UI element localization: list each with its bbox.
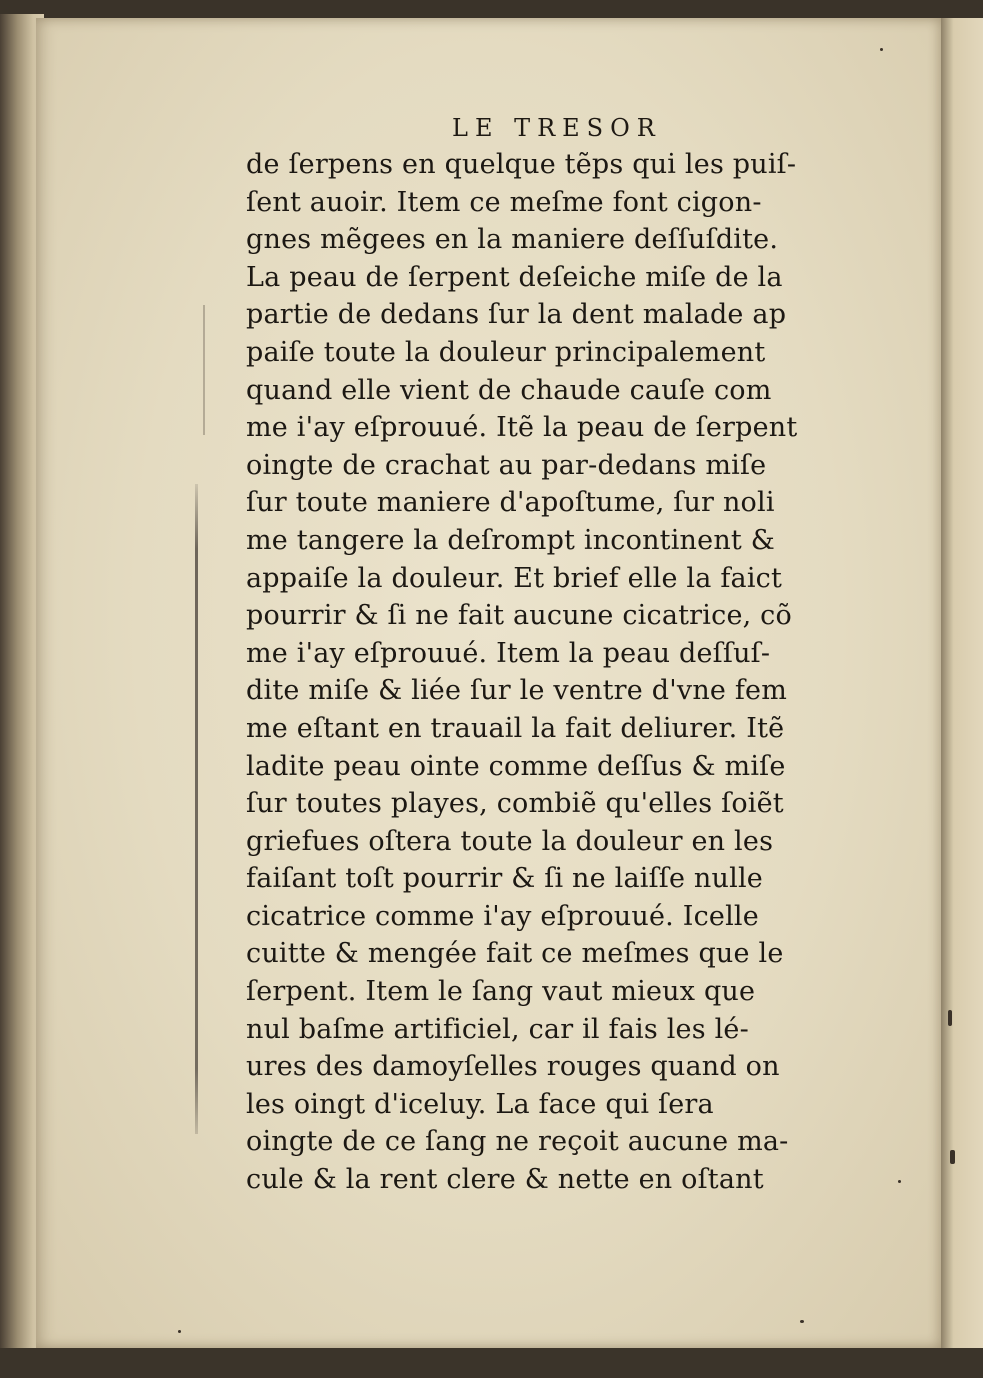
text-line: oingte de crachat au par-dedans miſe <box>246 449 767 481</box>
text-line: me tangere la deſrompt incontinent & <box>246 524 775 556</box>
text-line: griefues oſtera toute la douleur en les <box>246 825 774 857</box>
ink-speck <box>800 1320 804 1323</box>
text-line: de ſerpens en quelque tẽps qui les puiſ- <box>246 149 797 180</box>
text-line: paiſe toute la douleur principalement <box>246 336 766 368</box>
text-line: ſur toute maniere d'apoſtume, ſur noli <box>246 487 775 519</box>
page-text-block <box>246 146 856 1199</box>
facing-page-edge <box>941 18 983 1353</box>
text-line: ſerpent. Item le ſang vaut mieux que <box>246 976 756 1008</box>
text-line: ures des damoyſelles rouges quand on <box>246 1051 780 1083</box>
text-line: ſur toutes playes, combiẽ qu'elles ſoiẽt <box>246 788 784 820</box>
ink-speck <box>948 1010 952 1026</box>
text-line: les oingt d'iceluy. La face qui ſera <box>246 1088 714 1120</box>
text-line: ladite peau ointe comme deſſus & miſe <box>246 750 786 782</box>
book-top-edge <box>0 0 983 20</box>
text-line: me i'ay eſprouué. Itẽ la peau de ſerpent <box>246 412 798 444</box>
text-line: ſent auoir. Item ce meſme font cigon- <box>246 186 762 218</box>
margin-pencil-line <box>195 484 198 1134</box>
text-line: appaiſe la douleur. Et brief elle la faict <box>246 562 783 594</box>
ink-speck <box>898 1180 901 1183</box>
text-line: La peau de ſerpent deſeiche miſe de la <box>246 261 783 293</box>
text-line: cicatrice comme i'ay eſprouué. Icelle <box>246 900 759 932</box>
text-line: nul baſme artificiel, car il fais les lé- <box>246 1013 749 1045</box>
book-bottom-edge <box>0 1348 983 1378</box>
text-line: gnes mẽgees en la maniere deſſuſdite. <box>246 224 779 256</box>
margin-pencil-mark-short <box>203 305 205 435</box>
text-line: partie de dedans ſur la dent malade ap <box>246 299 787 331</box>
ink-speck <box>880 48 883 51</box>
text-line: cuitte & mengée fait ce meſmes que le <box>246 938 784 970</box>
text-line: me eſtant en trauail la fait deliurer. Itẽ <box>246 712 785 744</box>
text-line: cule & la rent clere & nette en oſtant <box>246 1164 764 1196</box>
running-head: LE TRESOR <box>452 114 662 142</box>
text-line: quand elle vient de chaude cauſe com <box>246 374 772 406</box>
text-line: pourrir & ſi ne fait aucune cicatrice, cõ <box>246 600 792 632</box>
text-line: me i'ay eſprouué. Item la peau deſſuſ- <box>246 637 771 669</box>
ink-speck <box>178 1330 181 1333</box>
text-line: oingte de ce ſang ne reçoit aucune ma- <box>246 1126 789 1158</box>
text-line: dite miſe & liée ſur le ventre d'vne fem <box>246 675 788 707</box>
text-line: faiſant toſt pourrir & ſi ne laiſſe nulle <box>246 863 763 895</box>
ink-speck <box>950 1150 955 1164</box>
